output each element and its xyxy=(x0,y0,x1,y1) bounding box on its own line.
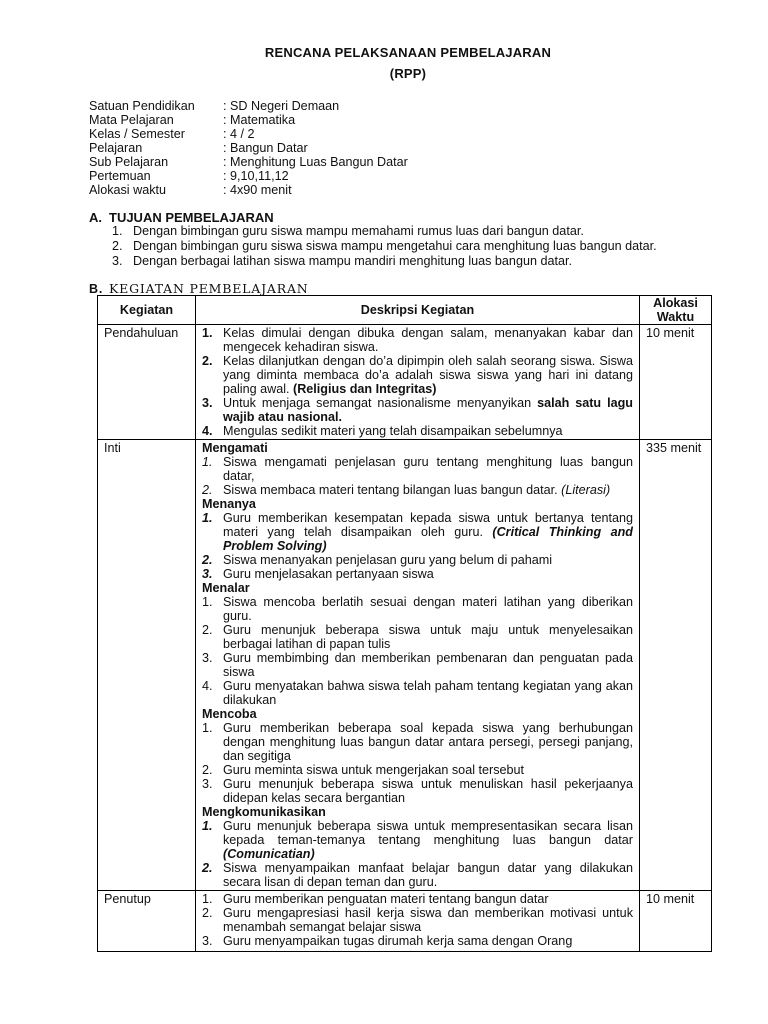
info-value: : 9,10,11,12 xyxy=(223,169,289,183)
item-number: 1. xyxy=(202,595,213,609)
item-number: 1. xyxy=(202,721,213,735)
goal-item xyxy=(112,239,657,254)
list-item xyxy=(202,553,633,567)
info-row xyxy=(89,99,408,113)
item-number: 2. xyxy=(202,906,213,920)
goal-item xyxy=(112,224,657,239)
item-text: Guru menyatakan bahwa siswa telah paham tentang kegiatan yang akan dilakukan xyxy=(223,679,633,707)
info-label: Sub Pelajaran xyxy=(89,155,169,169)
stage-cell: Pendahuluan xyxy=(98,325,196,440)
description-cell xyxy=(196,891,640,952)
list-item xyxy=(202,595,633,623)
goal-item xyxy=(112,254,657,269)
section-b-heading xyxy=(89,281,309,296)
info-row xyxy=(89,169,408,183)
identity-block xyxy=(89,99,408,197)
list-item xyxy=(202,567,633,581)
item-text xyxy=(223,396,633,424)
time-cell: 10 menit xyxy=(640,325,712,440)
item-text: Guru menyampaikan tugas dirumah kerja sama dengan Orang xyxy=(223,934,573,948)
info-label: Alokasi waktu xyxy=(89,183,166,197)
info-row xyxy=(89,113,408,127)
item-number: 2. xyxy=(202,483,213,497)
item-text xyxy=(223,354,633,396)
list-item xyxy=(202,777,633,805)
activity-table xyxy=(97,295,712,952)
item-text-plain: Siswa membaca materi tentang bilangan luas bangun datar. xyxy=(223,483,562,497)
info-label: Mata Pelajaran xyxy=(89,113,174,127)
list-item xyxy=(202,679,633,707)
info-label: Pelajaran xyxy=(89,141,143,155)
item-text: Guru menunjuk beberapa siswa untuk maju untuk menyelesaikan berbagai latihan di papan tulis xyxy=(223,623,633,651)
table-header-row xyxy=(98,296,712,325)
item-text xyxy=(223,511,633,553)
goal-text: Dengan bimbingan guru siswa mampu memahami rumus luas dari bangun datar. xyxy=(133,224,584,238)
info-row xyxy=(89,155,408,169)
item-number: 3. xyxy=(202,777,213,791)
document-subtitle: (RPP) xyxy=(389,66,427,81)
subheading-mencoba: Mencoba xyxy=(202,707,257,721)
time-cell: 335 menit xyxy=(640,440,712,891)
subheading-mengkomunikasikan: Mengkomunikasikan xyxy=(202,805,326,819)
info-label: Kelas / Semester xyxy=(89,127,185,141)
info-value: : Bangun Datar xyxy=(223,141,308,155)
item-text: Guru memberikan penguatan materi tentang bangun datar xyxy=(223,892,549,906)
description-cell xyxy=(196,440,640,891)
list-item xyxy=(202,354,633,396)
info-value: : SD Negeri Demaan xyxy=(223,99,340,113)
header-kegiatan: Kegiatan xyxy=(98,296,196,325)
header-deskripsi: Deskripsi Kegiatan xyxy=(196,296,640,325)
item-number: 3. xyxy=(202,396,213,410)
subheading-mengamati: Mengamati xyxy=(202,441,268,455)
stage-cell: Penutup xyxy=(98,891,196,952)
item-text: Kelas dimulai dengan dibuka dengan salam, menanyakan kabar dan mengecek kehadiran siswa. xyxy=(223,326,633,354)
list-item xyxy=(202,934,633,950)
table-row xyxy=(98,325,712,440)
subheading-menanya: Menanya xyxy=(202,497,256,511)
list-item xyxy=(202,819,633,861)
list-item xyxy=(202,906,633,934)
list-item xyxy=(202,861,633,889)
section-letter: A. xyxy=(89,210,102,225)
item-text xyxy=(223,819,633,861)
info-value: : 4 / 2 xyxy=(223,127,255,141)
item-text: Siswa mencoba berlatih sesuai dengan materi latihan yang diberikan guru. xyxy=(223,595,633,623)
item-text: Siswa mengamati penjelasan guru tentang menghitung luas bangun datar, xyxy=(223,455,633,483)
table-row xyxy=(98,440,712,891)
item-text: Siswa menyampaikan manfaat belajar bangun datar yang dilakukan secara lisan di depan teman dan guru. xyxy=(223,861,633,889)
section-title: TUJUAN PEMBELAJARAN xyxy=(109,210,274,225)
info-row xyxy=(89,183,408,197)
item-number: 3. xyxy=(202,934,213,948)
item-text xyxy=(223,483,633,497)
section-title: KEGIATAN PEMBELAJARAN xyxy=(109,281,309,296)
item-text-plain: Guru memberikan kesempatan kepada siswa untuk bertanya tentang materi yang telah disampaikan oleh guru. xyxy=(223,511,633,539)
item-number: 1. xyxy=(202,892,213,906)
item-text-emphasis: (Critical Thinking and Problem Solving) xyxy=(223,525,633,553)
goal-number: 3. xyxy=(112,254,123,268)
time-cell: 10 menit xyxy=(640,891,712,952)
info-row xyxy=(89,127,408,141)
item-number: 1. xyxy=(202,455,213,469)
goal-text: Dengan bimbingan guru siswa siswa mampu mengetahui cara menghitung luas bangun datar. xyxy=(133,239,657,253)
list-item xyxy=(202,326,633,354)
item-number: 4. xyxy=(202,424,213,438)
item-number: 2. xyxy=(202,623,213,637)
item-text-emphasis: (Comunicatian) xyxy=(223,847,315,861)
item-text: Guru memberikan beberapa soal kepada siswa yang berhubungan dengan menghitung luas bangun datar antara persegi, persegi panjang, dan segitiga xyxy=(223,721,633,763)
table-row xyxy=(98,891,712,952)
item-number: 1. xyxy=(202,326,213,340)
goal-number: 1. xyxy=(112,224,123,238)
list-item xyxy=(202,721,633,763)
info-label: Satuan Pendidikan xyxy=(89,99,195,113)
item-number: 1. xyxy=(202,511,213,525)
description-cell xyxy=(196,325,640,440)
item-text-plain: Untuk menjaga semangat nasionalisme menyanyikan xyxy=(223,396,538,410)
list-item xyxy=(202,396,633,424)
subheading-menalar: Menalar xyxy=(202,581,250,595)
item-text-emphasis: salah satu lagu wajib atau nasional. xyxy=(223,396,633,424)
item-text: Siswa menanyakan penjelasan guru yang belum di pahami xyxy=(223,553,553,567)
item-number: 3. xyxy=(202,567,213,581)
item-number: 2. xyxy=(202,763,213,777)
item-number: 2. xyxy=(202,861,213,875)
item-text-plain: Guru menunjuk beberapa siswa untuk mempresentasikan secara lisan kepada teman-temanya tentang menghitung luas bangun datar xyxy=(223,819,633,847)
list-item xyxy=(202,511,633,553)
list-item xyxy=(202,763,633,777)
item-text: Guru meminta siswa untuk mengerjakan soal tersebut xyxy=(223,763,524,777)
item-number: 1. xyxy=(202,819,213,833)
list-item xyxy=(202,483,633,497)
goal-number: 2. xyxy=(112,239,123,253)
info-label: Pertemuan xyxy=(89,169,151,183)
goals-list xyxy=(112,224,657,269)
info-row xyxy=(89,141,408,155)
list-item xyxy=(202,424,633,438)
item-text: Guru menjelasakan pertanyaan siswa xyxy=(223,567,434,581)
list-item xyxy=(202,892,633,906)
list-item xyxy=(202,651,633,679)
item-number: 2. xyxy=(202,354,213,368)
section-a-heading xyxy=(89,210,274,225)
item-text: Guru menunjuk beberapa siswa untuk menuliskan hasil pekerjaanya didepan kelas secara bergantian xyxy=(223,777,633,805)
item-number: 2. xyxy=(202,553,213,567)
list-item xyxy=(202,623,633,651)
info-value: : 4x90 menit xyxy=(223,183,292,197)
item-text: Guru mengapresiasi hasil kerja siswa dan memberikan motivasi untuk menambah semangat belajar siswa xyxy=(223,906,633,934)
goal-text: Dengan berbagai latihan siswa mampu mandiri menghitung luas bangun datar. xyxy=(133,254,572,268)
item-number: 3. xyxy=(202,651,213,665)
header-alokasi: Alokasi Waktu xyxy=(640,296,712,325)
item-text-plain: Kelas dilanjutkan dengan do’a dipimpin oleh salah seorang siswa. Siswa yang diminta membaca do’a adalah siswa siswa yang hari ini datang paling awal. xyxy=(223,354,633,396)
item-text: Guru membimbing dan memberikan pembenaran dan penguatan pada siswa xyxy=(223,651,633,679)
info-value: : Menghitung Luas Bangun Datar xyxy=(223,155,408,169)
section-letter: B. xyxy=(89,282,104,296)
item-text: Mengulas sedikit materi yang telah disampaikan sebelumnya xyxy=(223,424,563,438)
item-text-emphasis: (Religius dan Integritas) xyxy=(293,382,437,396)
list-item xyxy=(202,455,633,483)
stage-cell: Inti xyxy=(98,440,196,891)
info-value: : Matematika xyxy=(223,113,296,127)
document-title: RENCANA PELAKSANAAN PEMBELAJARAN xyxy=(264,45,552,60)
item-text-emphasis: (Literasi) xyxy=(561,483,611,497)
item-number: 4. xyxy=(202,679,213,693)
